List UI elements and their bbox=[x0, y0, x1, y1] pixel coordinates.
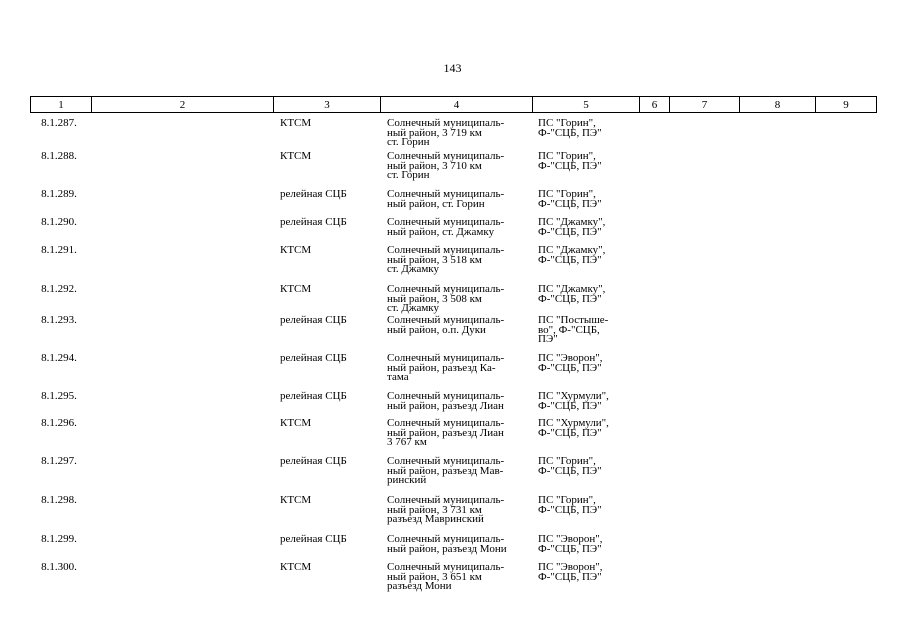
object-type: КТСМ bbox=[280, 244, 312, 256]
power-supply-cell bbox=[538, 316, 640, 345]
location-line: ный район, 3 710 км bbox=[387, 159, 482, 172]
power-supply-cell bbox=[538, 152, 640, 171]
power-supply-line: во", Ф-"СЦБ, bbox=[538, 323, 600, 336]
power-supply-line: ПС "Постыше- bbox=[538, 314, 609, 326]
power-supply-line: Ф-"СЦБ, ПЭ" bbox=[538, 159, 602, 172]
location-line: ст. Горин bbox=[387, 136, 430, 148]
location-line: ный район, разъезд Мав- bbox=[387, 464, 504, 477]
object-type: КТСМ bbox=[280, 417, 312, 429]
location-line: ст. Горин bbox=[387, 169, 430, 181]
column-header: 9 bbox=[816, 97, 877, 113]
location-line: Солнечный муниципаль- bbox=[387, 150, 505, 162]
power-supply-cell bbox=[538, 285, 640, 304]
column-header: 2 bbox=[92, 97, 274, 113]
location-line: Солнечный муниципаль- bbox=[387, 117, 505, 129]
table-row bbox=[30, 535, 876, 563]
location-line: Солнечный муниципаль- bbox=[387, 283, 505, 295]
location-line: Солнечный муниципаль- bbox=[387, 561, 505, 573]
power-supply-cell bbox=[538, 190, 640, 209]
column-header-table bbox=[30, 96, 877, 113]
power-supply-cell bbox=[538, 535, 640, 554]
table-row bbox=[30, 218, 876, 246]
power-supply-line: Ф-"СЦБ, ПЭ" bbox=[538, 126, 602, 139]
location-line: ный район, разъезд Ка- bbox=[387, 361, 496, 374]
table-row bbox=[30, 457, 876, 496]
row-number: 8.1.295. bbox=[41, 390, 77, 402]
column-header: 3 bbox=[274, 97, 381, 113]
power-supply-line: ПС "Горин", bbox=[538, 117, 596, 129]
location-line: 3 767 км bbox=[387, 436, 427, 448]
power-supply-cell bbox=[538, 457, 640, 476]
location-line: Солнечный муниципаль- bbox=[387, 188, 505, 200]
object-type: релейная СЦБ bbox=[280, 188, 347, 200]
table-row bbox=[30, 354, 876, 392]
location-line: ный район, 3 731 км bbox=[387, 503, 482, 516]
power-supply-line: ПС "Джамку", bbox=[538, 244, 606, 256]
location-line: ный район, разъезд Мони bbox=[387, 542, 507, 555]
power-supply-cell bbox=[538, 246, 640, 265]
location-line: Солнечный муниципаль- bbox=[387, 244, 505, 256]
location-line: Солнечный муниципаль- bbox=[387, 455, 505, 467]
column-header-row bbox=[31, 97, 877, 113]
location-cell bbox=[387, 496, 535, 525]
object-type: КТСМ bbox=[280, 150, 312, 162]
location-line: Солнечный муниципаль- bbox=[387, 352, 505, 364]
row-number: 8.1.289. bbox=[41, 188, 77, 200]
location-line: ный район, 3 719 км bbox=[387, 126, 482, 139]
object-type: КТСМ bbox=[280, 117, 312, 129]
location-line: Солнечный муниципаль- bbox=[387, 417, 505, 429]
location-line: ный район, ст. Горин bbox=[387, 197, 485, 210]
power-supply-cell bbox=[538, 392, 640, 411]
object-type: релейная СЦБ bbox=[280, 455, 347, 467]
location-line: Солнечный муниципаль- bbox=[387, 216, 505, 228]
power-supply-line: Ф-"СЦБ, ПЭ" bbox=[538, 503, 602, 516]
table-row bbox=[30, 316, 876, 354]
row-number: 8.1.297. bbox=[41, 455, 77, 467]
table-row bbox=[30, 246, 876, 285]
location-cell bbox=[387, 563, 535, 592]
table-row bbox=[30, 563, 876, 597]
row-number: 8.1.290. bbox=[41, 216, 77, 228]
location-cell bbox=[387, 457, 535, 486]
row-number: 8.1.291. bbox=[41, 244, 77, 256]
power-supply-line: ПС "Горин", bbox=[538, 455, 596, 467]
power-supply-line: Ф-"СЦБ, ПЭ" bbox=[538, 570, 602, 583]
power-supply-line: ПС "Эворон", bbox=[538, 561, 603, 573]
table-row bbox=[30, 419, 876, 457]
power-supply-cell bbox=[538, 496, 640, 515]
location-line: ный район, 3 508 км bbox=[387, 292, 482, 305]
location-line: ст. Джамку bbox=[387, 263, 439, 275]
location-line: разъезд Мони bbox=[387, 580, 452, 592]
location-line: ный район, о.п. Дуки bbox=[387, 323, 486, 336]
power-supply-line: Ф-"СЦБ, ПЭ" bbox=[538, 225, 602, 238]
location-cell bbox=[387, 152, 535, 181]
power-supply-line: ПС "Эворон", bbox=[538, 352, 603, 364]
location-cell bbox=[387, 218, 535, 237]
location-cell bbox=[387, 535, 535, 554]
power-supply-cell bbox=[538, 119, 640, 138]
row-number: 8.1.288. bbox=[41, 150, 77, 162]
power-supply-cell bbox=[538, 563, 640, 582]
power-supply-line: ПС "Горин", bbox=[538, 150, 596, 162]
location-cell bbox=[387, 354, 535, 383]
power-supply-cell bbox=[538, 419, 640, 438]
power-supply-line: ПС "Джамку", bbox=[538, 216, 606, 228]
power-supply-line: Ф-"СЦБ, ПЭ" bbox=[538, 399, 602, 412]
row-number: 8.1.293. bbox=[41, 314, 77, 326]
location-line: ный район, разъезд Лиан bbox=[387, 399, 504, 412]
location-line: тама bbox=[387, 371, 409, 383]
object-type: КТСМ bbox=[280, 283, 312, 295]
column-header: 8 bbox=[740, 97, 816, 113]
object-type: релейная СЦБ bbox=[280, 390, 347, 402]
power-supply-line: Ф-"СЦБ, ПЭ" bbox=[538, 464, 602, 477]
object-type: КТСМ bbox=[280, 494, 312, 506]
table-row bbox=[30, 392, 876, 419]
row-number: 8.1.292. bbox=[41, 283, 77, 295]
row-number: 8.1.300. bbox=[41, 561, 77, 573]
power-supply-line: ПС "Эворон", bbox=[538, 533, 603, 545]
power-supply-cell bbox=[538, 354, 640, 373]
location-line: Солнечный муниципаль- bbox=[387, 314, 505, 326]
location-cell bbox=[387, 190, 535, 209]
power-supply-line: ПС "Горин", bbox=[538, 494, 596, 506]
power-supply-line: Ф-"СЦБ, ПЭ" bbox=[538, 292, 602, 305]
table-row bbox=[30, 152, 876, 190]
object-type: релейная СЦБ bbox=[280, 216, 347, 228]
table-row bbox=[30, 285, 876, 316]
location-line: Солнечный муниципаль- bbox=[387, 390, 505, 402]
row-number: 8.1.294. bbox=[41, 352, 77, 364]
location-cell bbox=[387, 246, 535, 275]
object-type: релейная СЦБ bbox=[280, 314, 347, 326]
location-cell bbox=[387, 285, 535, 314]
page-number: 143 bbox=[443, 61, 462, 75]
object-type: релейная СЦБ bbox=[280, 352, 347, 364]
row-number: 8.1.299. bbox=[41, 533, 77, 545]
power-supply-line: Ф-"СЦБ, ПЭ" bbox=[538, 426, 602, 439]
row-number: 8.1.287. bbox=[41, 117, 77, 129]
row-number: 8.1.296. bbox=[41, 417, 77, 429]
power-supply-line: Ф-"СЦБ, ПЭ" bbox=[538, 197, 602, 210]
location-line: разъезд Мавринский bbox=[387, 513, 484, 525]
table-row bbox=[30, 119, 876, 152]
power-supply-line: Ф-"СЦБ, ПЭ" bbox=[538, 361, 602, 374]
location-line: ный район, 3 651 км bbox=[387, 570, 482, 583]
location-line: Солнечный муниципаль- bbox=[387, 494, 505, 506]
location-line: ный район, ст. Джамку bbox=[387, 225, 495, 238]
location-line: ный район, 3 518 км bbox=[387, 253, 482, 266]
location-cell bbox=[387, 392, 535, 411]
location-cell bbox=[387, 419, 535, 448]
object-type: КТСМ bbox=[280, 561, 312, 573]
power-supply-line: Ф-"СЦБ, ПЭ" bbox=[538, 542, 602, 555]
table-row bbox=[30, 190, 876, 218]
location-cell bbox=[387, 119, 535, 148]
column-header: 7 bbox=[670, 97, 740, 113]
power-supply-line: ПС "Горин", bbox=[538, 188, 596, 200]
column-header: 5 bbox=[533, 97, 640, 113]
power-supply-line: ПС "Хурмули", bbox=[538, 390, 609, 402]
location-line: ст. Джамку bbox=[387, 302, 439, 314]
table-body bbox=[30, 119, 876, 597]
power-supply-line: Ф-"СЦБ, ПЭ" bbox=[538, 253, 602, 266]
location-line: ный район, разъезд Лиан bbox=[387, 426, 504, 439]
power-supply-line: ПС "Джамку", bbox=[538, 283, 606, 295]
location-cell bbox=[387, 316, 535, 335]
object-type: релейная СЦБ bbox=[280, 533, 347, 545]
column-header: 4 bbox=[381, 97, 533, 113]
row-number: 8.1.298. bbox=[41, 494, 77, 506]
power-supply-cell bbox=[538, 218, 640, 237]
power-supply-line: ПС "Хурмули", bbox=[538, 417, 609, 429]
column-header: 6 bbox=[640, 97, 670, 113]
column-header: 1 bbox=[31, 97, 92, 113]
location-line: ринский bbox=[387, 474, 427, 486]
location-line: Солнечный муниципаль- bbox=[387, 533, 505, 545]
table-row bbox=[30, 496, 876, 535]
power-supply-line: ПЭ" bbox=[538, 333, 558, 345]
